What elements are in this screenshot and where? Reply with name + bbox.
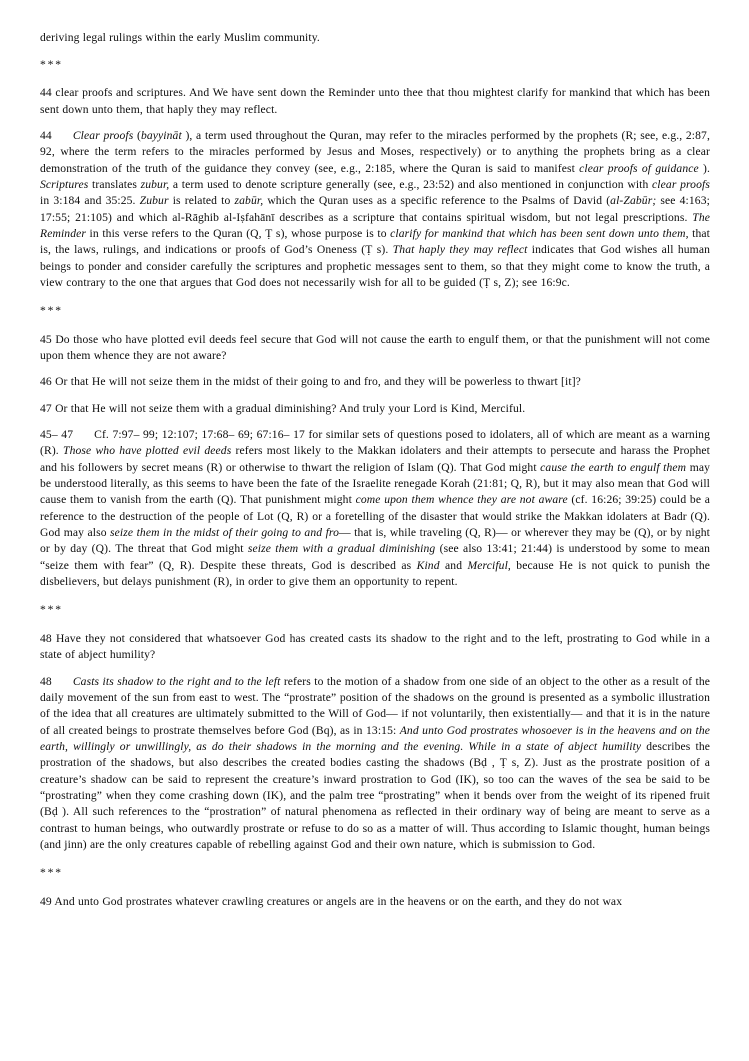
- text-run: 47 Or that He will not seize them with a gradual diminishing? And truly your Lord is Kind, Merciful.: [40, 401, 526, 415]
- italic-quotation: zubur,: [140, 177, 173, 191]
- section-separator: [40, 865, 710, 881]
- text-run: ***: [40, 603, 63, 617]
- italic-quotation: come upon them whence they are not aware: [355, 493, 572, 507]
- commentary-paragraph: [40, 427, 710, 590]
- text-run: 45 Do those who have plotted evil deeds feel secure that God will not cause the earth to engulf them, or that the punishment will not come upon them whence they are not aware?: [40, 332, 710, 362]
- text-run: that is, the laws, rulings, and indications or proofs of God’s Oneness (Ṭ s).: [40, 226, 710, 257]
- italic-quotation: Casts its shadow to the right and to the left: [72, 674, 284, 688]
- text-run: 46 Or that He will not seize them in the midst of their going to and fro, and they will be powerless to thwart [it]?: [40, 375, 581, 389]
- commentary-paragraph: [40, 128, 710, 291]
- verse-paragraph: [40, 374, 710, 390]
- text-run: (see also 13:41; 21:44) is understood by some to mean “seize them with fear” (Q, R). Despite these threats, God is described as: [40, 542, 710, 572]
- italic-quotation: And unto God prostrates whosoever is in the heavens and on the earth, willingly or unwillingly, as do their shadows in the morning and the evening. While in a state of abject humility: [40, 723, 710, 753]
- text-run: describes the prostration of the shadows, but also describes the created bodies casting the shadows (Bḍ , Ṭ s, Z). Just as the prostrate position of a creature’s shadow can be said to represent the creature’s inward prostration to God (IK), so too can the waves of the sea be said to be “prostrating” when they come crashing down (IK), and the palm tree “prostrating” when it bends over from the weight of its ripened fruit (Bḍ ). All such references to the “prostration” of natural phenomena as reflected in their ordinary way of being are meant to serve as a contrast to human beings, who outwardly prostrate or refuse to do so as a matter of will. Thus according to Islamic thought, human beings (and jinn) are the only creatures capable of rebelling against God and their own nature, which is submission to God.: [40, 739, 710, 851]
- commentary-verse-number: 45– 47: [40, 428, 74, 442]
- italic-quotation: The Reminder: [40, 210, 710, 240]
- italic-quotation: Scriptures: [40, 177, 93, 191]
- section-separator: [40, 602, 710, 618]
- text-run: 49 And unto God prostrates whatever crawling creatures or angels are in the heavens or on the earth, and they do not wax: [40, 894, 623, 908]
- verse-paragraph: [40, 894, 710, 910]
- italic-quotation: Clear proofs: [72, 128, 137, 142]
- text-run: 44 clear proofs and scriptures. And We have sent down the Reminder unto thee that thou mightest clarify for mankind that which has been sent down unto them, that haply they may reflect.: [40, 86, 710, 116]
- text-run: translates: [92, 177, 141, 191]
- text-run: because He is not quick to punish the disbelievers, but delays punishment (R), in order to give them an opportunity to repent.: [40, 558, 710, 589]
- body-paragraph: [40, 30, 710, 46]
- section-separator: [40, 57, 710, 73]
- italic-quotation: al-Zabūr;: [610, 194, 661, 208]
- italic-quotation: seize them with a gradual diminishing: [247, 542, 440, 556]
- verse-paragraph: [40, 401, 710, 417]
- italic-quotation: Kind: [416, 558, 446, 572]
- text-run: refers to the motion of a shadow from one side of an object to the other as a result of the daily movement of the sun from east to west. The “prostrate” position of the shadows on the ground is presented as a symbolic illustration of the idea that all creatures are ultimately submitted to the Will of God— if not voluntarily, then existentially— and that it is in the nature of all created beings to prostrate themselves before God (Bq), as in 13:15:: [40, 674, 711, 737]
- text-run: ), a term used throughout the Quran, may refer to the miracles performed by the prophets (R; see, e.g., 2:87, 92, where the term refers to the miracles performed by Jesus and Moses, respectively) or to anything the prophets bring as a clear demonstration of the truth of the guidance they convey (see, e.g., 2:185, where the Quran is said to manifest: [40, 128, 710, 175]
- text-run: ***: [40, 57, 63, 71]
- commentary-paragraph: [40, 674, 710, 854]
- italic-quotation: Zubur: [139, 194, 173, 208]
- italic-quotation: seize them in the midst of their going to and fro: [110, 526, 340, 540]
- italic-quotation: Those who have plotted evil deeds: [63, 444, 236, 458]
- commentary-verse-number: 44: [40, 128, 52, 142]
- text-run: ***: [40, 304, 63, 318]
- italic-quotation: bayyināt: [140, 128, 186, 142]
- text-run: a term used to denote scripture generally (see, e.g., 23:52) and also mentioned in conjunction with: [172, 177, 653, 191]
- text-run: may be understood literally, as this seems to have been the fate of the Israelite renegade Korah (21:81; Q, R), but it may also mean that God will cause them to vanish from the earth (Q). That punishment might: [40, 460, 710, 507]
- text-run: ).: [703, 161, 711, 175]
- italic-quotation: Merciful,: [467, 558, 517, 572]
- italic-quotation: That haply they may reflect: [392, 243, 532, 257]
- text-run: Cf. 7:97– 99; 12:107; 17:68– 69; 67:16– 17 for similar sets of questions posed to idolaters, all of which are meant as a warning (R).: [40, 428, 710, 458]
- text-run: is related to: [172, 194, 235, 208]
- text-run: (: [136, 128, 141, 142]
- text-run: ***: [40, 866, 63, 880]
- text-run: — that is, while traveling (Q, R)— or wherever they may be (Q), or by night or by day (Q). The threat that God might: [40, 526, 710, 556]
- text-run: deriving legal rulings within the early Muslim community.: [40, 31, 320, 44]
- section-separator: [40, 303, 710, 319]
- text-run: and: [445, 558, 468, 572]
- text-run: 48 Have they not considered that whatsoever God has created casts its shadow to the right and to the left, prostrating to God while in a state of abject humility?: [40, 631, 710, 662]
- text-run: see 4:163; 17:55; 21:105) and which al-Rāghib al-Iṣfahānī describes as a scripture that contains spiritual wisdom, but not legal prescriptions.: [40, 194, 710, 224]
- italic-quotation: clear proofs of guidance: [579, 161, 704, 175]
- text-run: in this verse refers to the Quran (Q, Ṭ s), whose purpose is to: [89, 226, 391, 240]
- verse-paragraph: [40, 631, 710, 664]
- text-run: refers most likely to the Makkan idolaters and their attempts to persecute and harass the Prophet and his followers by secret means (R) or otherwise to thwart the religion of Islam (Q). That God might: [40, 444, 710, 474]
- text-run: in 3:184 and 35:25.: [40, 194, 140, 208]
- text-run: indicates that God wishes all human beings to ponder and consider carefully the scriptures and prophetic messages sent to them, so that they might come to know the truth, a view contrary to the one that argues that God does not necessarily wish for all to be guided (Ṭ s, Z); see 16:9c.: [40, 243, 710, 289]
- page-text-content: [40, 30, 710, 910]
- verse-paragraph: [40, 85, 710, 118]
- italic-quotation: clarify for mankind that which has been sent down unto them,: [390, 226, 693, 240]
- verse-paragraph: [40, 332, 710, 365]
- italic-quotation: clear proofs: [652, 177, 710, 191]
- text-run: (cf. 16:26; 39:25) could be a reference to the destruction of the people of Lot (Q, R) or a foretelling of the disaster that would strike the Makkan idolaters at Badr (Q). God may also: [40, 493, 711, 540]
- commentary-verse-number: 48: [40, 674, 52, 688]
- italic-quotation: cause the earth to engulf them: [540, 460, 690, 474]
- text-run: which the Quran uses as a specific reference to the Psalms of David (: [267, 194, 611, 208]
- italic-quotation: zabūr,: [234, 194, 268, 208]
